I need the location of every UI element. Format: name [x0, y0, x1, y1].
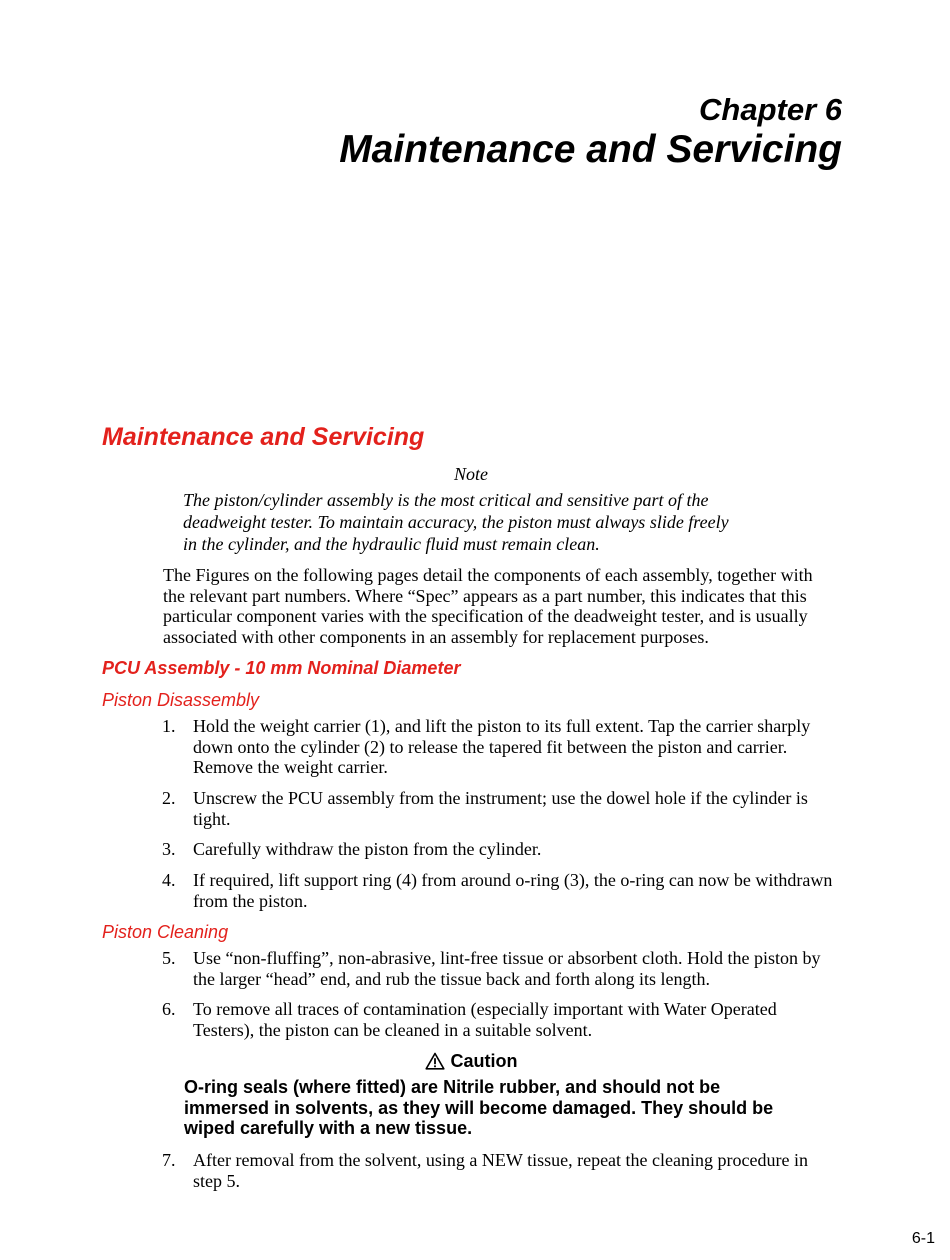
note-label: Note: [454, 464, 488, 484]
step-number: 7.: [162, 1150, 176, 1170]
step-item: [162, 839, 852, 860]
step-text: Carefully withdraw the piston from the cylinder.: [193, 839, 542, 859]
intro-paragraph: The Figures on the following pages detail the components of each assembly, together with the relevant part numbers. Where “Spec” appears as a part number, this indicates that this particular component varies with the specification of the deadweight tester, and is usually associated with other components in an assembly for replacement purposes.: [163, 565, 813, 648]
step-number: 4.: [162, 870, 176, 890]
step-text: After removal from the solvent, using a NEW tissue, repeat the cleaning procedure in step 5.: [193, 1150, 808, 1191]
piston-disassembly-heading: Piston Disassembly: [102, 690, 260, 710]
step-item: [162, 999, 852, 1040]
step-text: Hold the weight carrier (1), and lift the piston to its full extent. Tap the carrier sharply down onto the cylinder (2) to release the tapered fit between the piston and carrier. Remove the weight carrier.: [193, 716, 811, 778]
warning-triangle-icon: [425, 1052, 445, 1070]
step-text: Unscrew the PCU assembly from the instrument; use the dowel hole if the cylinder is tight.: [193, 788, 808, 829]
step-item: [162, 1150, 852, 1191]
step-number: 2.: [162, 788, 176, 808]
caution-text: O-ring seals (where fitted) are Nitrile rubber, and should not be immersed in solvents, as they will become damaged. They should be wiped carefully with a new tissue.: [184, 1077, 774, 1138]
step-number: 6.: [162, 999, 176, 1019]
note-text: The piston/cylinder assembly is the most critical and sensitive part of the deadweight tester. To maintain accuracy, the piston must always slide freely in the cylinder, and the hydraulic fluid must remain clean.: [183, 490, 729, 554]
piston-cleaning-heading: Piston Cleaning: [102, 922, 229, 942]
step-item: [162, 948, 852, 989]
step-item: [162, 870, 852, 911]
step-text: Use “non-fluffing”, non-abrasive, lint-free tissue or absorbent cloth. Hold the piston by the larger “head” end, and rub the tissue back and forth along its length.: [193, 948, 821, 989]
step-item: [162, 788, 852, 829]
step-text: To remove all traces of contamination (especially important with Water Operated Testers), the piston can be cleaned in a suitable solvent.: [193, 999, 777, 1040]
step-number: 3.: [162, 839, 176, 859]
chapter-title: Maintenance and Servicing: [339, 128, 842, 171]
chapter-number: Chapter 6: [699, 92, 842, 127]
step-text: If required, lift support ring (4) from around o-ring (3), the o-ring can now be withdrawn from the piston.: [193, 870, 833, 911]
section-heading: Maintenance and Servicing: [102, 423, 425, 451]
step-item: [162, 716, 852, 778]
step-number: 1.: [162, 716, 176, 736]
caution-label: Caution: [450, 1051, 518, 1071]
step-number: 5.: [162, 948, 176, 968]
pcu-assembly-heading: PCU Assembly - 10 mm Nominal Diameter: [102, 658, 461, 678]
caution-heading: [0, 1050, 942, 1072]
page-number: 6-1: [911, 1230, 935, 1247]
